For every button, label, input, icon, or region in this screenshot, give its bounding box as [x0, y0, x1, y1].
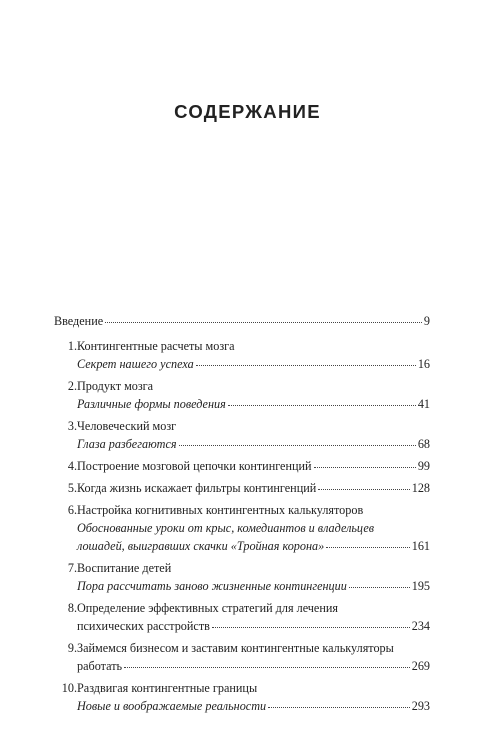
- leader-dots: [228, 404, 416, 406]
- chapter-subtitle: Новые и воображаемые реальности: [77, 699, 267, 713]
- chapter-subtitle: Обоснованные уроки от крыс, комедиантов и владельцев: [77, 521, 375, 535]
- page-number: 293: [411, 699, 430, 713]
- toc-chapter-2-subtitle[interactable]: [54, 395, 430, 413]
- leader-dots: [179, 444, 416, 446]
- chapter-title: Построение мозговой цепочки контингенций: [77, 459, 312, 473]
- chapter-number: 3.: [67, 419, 77, 433]
- chapter-title: Продукт мозга: [77, 379, 154, 393]
- leader-dots: [105, 321, 422, 323]
- leader-dots: [268, 706, 410, 708]
- page-number: 161: [411, 539, 430, 553]
- chapter-subtitle: Пора рассчитать заново жизненные контингенции: [77, 579, 347, 593]
- leader-dots: [349, 586, 410, 588]
- leader-dots: [314, 466, 416, 468]
- leader-dots: [318, 488, 409, 490]
- page-number: 269: [411, 659, 430, 673]
- table-of-contents: [54, 312, 430, 715]
- chapter-title: Настройка когнитивных контингентных калькуляторов: [77, 503, 364, 517]
- toc-chapter-4[interactable]: [54, 457, 430, 475]
- chapter-subtitle: Различные формы поведения: [77, 397, 226, 411]
- chapter-title: Определение эффективных стратегий для лечения: [77, 601, 338, 615]
- chapter-number: 7.: [67, 561, 77, 575]
- chapter-title: Когда жизнь искажает фильтры контингенций: [77, 481, 317, 495]
- leader-dots: [196, 364, 416, 366]
- chapter-subtitle: Секрет нашего успеха: [77, 357, 194, 371]
- leader-dots: [212, 626, 410, 628]
- toc-chapter-2[interactable]: [54, 377, 430, 395]
- toc-chapter-6-subtitle-line-1: [54, 519, 430, 537]
- page-number: 99: [417, 459, 430, 473]
- toc-chapter-9[interactable]: [54, 639, 430, 657]
- toc-chapter-8-title-line-2[interactable]: [54, 617, 430, 635]
- toc-chapter-7[interactable]: [54, 559, 430, 577]
- chapter-title: Раздвигая контингентные границы: [77, 681, 258, 695]
- chapter-title: психических расстройств: [77, 619, 210, 633]
- page-number: 234: [411, 619, 430, 633]
- toc-entry-label: Введение: [54, 314, 104, 328]
- toc-chapter-1[interactable]: [54, 337, 430, 355]
- toc-chapter-9-title-line-2[interactable]: [54, 657, 430, 675]
- toc-chapter-5[interactable]: [54, 479, 430, 497]
- chapter-subtitle: лошадей, выигравших скачки «Тройная корона»: [77, 539, 325, 553]
- chapter-number: 4.: [67, 459, 77, 473]
- chapter-subtitle: Глаза разбегаются: [77, 437, 177, 451]
- toc-entry-intro[interactable]: [54, 312, 430, 330]
- chapter-number: 1.: [67, 339, 77, 353]
- chapter-title: Человеческий мозг: [77, 419, 177, 433]
- chapter-title: Контингентные расчеты мозга: [77, 339, 235, 353]
- page-number: 195: [411, 579, 430, 593]
- page-number: 16: [417, 357, 430, 371]
- chapter-title: Воспитание детей: [77, 561, 172, 575]
- page-title: СОДЕРЖАНИЕ: [174, 101, 321, 122]
- toc-chapter-3-subtitle[interactable]: [54, 435, 430, 453]
- page-number: 128: [411, 481, 430, 495]
- chapter-title: Займемся бизнесом и заставим контингентные калькуляторы: [77, 641, 394, 655]
- chapter-number: 2.: [67, 379, 77, 393]
- chapter-number: 6.: [67, 503, 77, 517]
- page-number: 9: [423, 314, 430, 328]
- toc-chapter-7-subtitle[interactable]: [54, 577, 430, 595]
- leader-dots: [124, 666, 410, 668]
- toc-chapter-1-subtitle[interactable]: [54, 355, 430, 373]
- toc-chapter-6[interactable]: [54, 501, 430, 519]
- toc-chapter-6-subtitle-line-2[interactable]: [54, 537, 430, 555]
- page-number: 41: [417, 397, 430, 411]
- chapter-number: 5.: [67, 481, 77, 495]
- chapter-number: 8.: [67, 601, 77, 615]
- chapter-title: работать: [77, 659, 123, 673]
- toc-chapter-10[interactable]: [54, 679, 430, 697]
- chapter-number: 9.: [67, 641, 77, 655]
- toc-chapter-8[interactable]: [54, 599, 430, 617]
- page-number: 68: [417, 437, 430, 451]
- toc-chapter-10-subtitle[interactable]: [54, 697, 430, 715]
- chapter-number: 10.: [61, 681, 77, 695]
- toc-chapter-3[interactable]: [54, 417, 430, 435]
- leader-dots: [326, 546, 409, 548]
